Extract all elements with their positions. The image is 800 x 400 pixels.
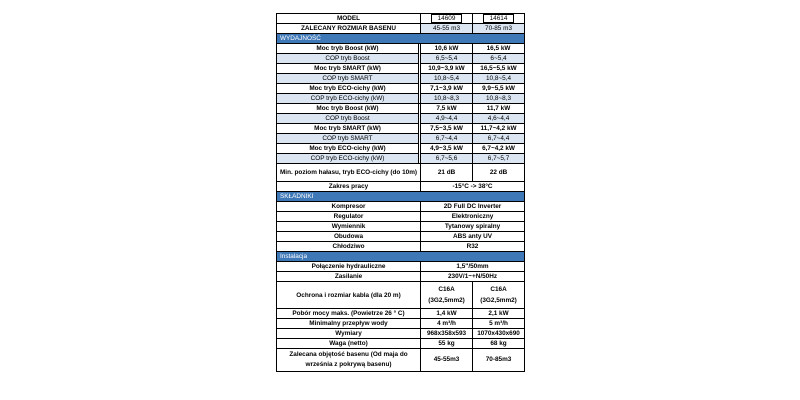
hydraulic-row [277,262,525,272]
performance-row [277,64,525,74]
noise-value: 21 dB [421,164,473,182]
performance-row [277,124,525,134]
noise-label: Min. poziom hałasu, tryb ECO-cichy (do 10m) [277,164,421,182]
performance-value: 11,7 kW [473,104,525,114]
performance-value: 4,6~4,4 [473,114,525,124]
performance-value: 6,7~4,4 [421,134,473,144]
model-number: 14614 [483,14,515,23]
pool-size-label: ZALECANY ROZMIAR BASENU [277,24,421,34]
performance-row [277,54,525,64]
cable-value: C16A (3G2,5mm2) [473,282,525,309]
performance-label: Moc tryb SMART (kW) [277,64,419,74]
performance-value: 6,7~4,4 [473,134,525,144]
performance-row [277,94,525,104]
component-value: R32 [421,242,525,252]
performance-row [277,134,525,144]
dimensions-value: 1070x430x690 [473,329,525,339]
component-row [277,232,525,242]
component-row [277,202,525,212]
component-row [277,242,525,252]
power-supply-value: 230V/1~+N/50Hz [421,272,525,282]
dimensions-label: Wymiary [277,329,421,339]
pool-size-row [277,24,525,34]
performance-value: 6,7~5,7 [473,154,525,164]
operating-range-row [277,182,525,192]
pool-volume-value: 70-85m3 [473,349,525,372]
max-consumption-value: 1,4 kW [421,309,473,319]
weight-label: Waga (netto) [277,339,421,349]
performance-row [277,104,525,114]
performance-label: Moc tryb ECO-cichy (kW) [277,144,419,154]
weight-row [277,339,525,349]
max-consumption-value: 2,1 kW [473,309,525,319]
operating-range-value: -15°C -> 38°C [421,182,525,192]
model-row [277,14,525,24]
dimensions-value: 968x358x593 [421,329,473,339]
power-supply-label: Zasilanie [277,272,421,282]
model-number-cell [473,14,525,24]
performance-value: 6,5~5,4 [421,54,473,64]
performance-value: 10,8~8,3 [421,94,473,104]
performance-label: COP tryb ECO-cichy (kW) [277,154,419,164]
performance-value: 16,5 kW [473,44,525,54]
weight-value: 55 kg [421,339,473,349]
performance-label: Moc tryb Boost (kW) [277,44,419,54]
component-value: 2D Full DC Inverter [421,202,525,212]
performance-value: 10,8~8,3 [473,94,525,104]
component-value: ABS anty UV [421,232,525,242]
performance-value: 7,1~3,9 kW [421,84,473,94]
performance-row [277,114,525,124]
performance-value: 6,7~5,6 [421,154,473,164]
performance-value: 7,5~3,5 kW [421,124,473,134]
performance-value: 10,6 kW [421,44,473,54]
dimensions-row [277,329,525,339]
performance-value: 10,8~5,4 [473,74,525,84]
performance-row [277,84,525,94]
performance-label: Moc tryb ECO-cichy (kW) [277,84,419,94]
performance-label: COP tryb Boost [277,54,419,64]
hydraulic-value: 1,5"/50mm [421,262,525,272]
performance-row [277,144,525,154]
performance-value: 10,9~3,9 kW [421,64,473,74]
performance-row [277,154,525,164]
performance-value: 16,5~5,5 kW [473,64,525,74]
pool-volume-value: 45-55m3 [421,349,473,372]
min-flow-value: 5 m³/h [473,319,525,329]
section-title: Instalacja [277,252,525,262]
power-supply-row [277,272,525,282]
model-number-cell [421,14,473,24]
noise-value: 22 dB [473,164,525,182]
performance-label: COP tryb SMART [277,134,419,144]
section-header-performance [277,34,525,44]
operating-range-label: Zakres pracy [277,182,421,192]
pool-size-value: 45-55 m3 [421,24,473,34]
performance-value: 9,9~5,5 kW [473,84,525,94]
cable-value: C16A (3G2,5mm2) [421,282,473,309]
section-title: SKŁADNIKI [277,192,525,202]
performance-label: COP tryb SMART [277,74,419,84]
cable-row [277,282,525,309]
min-flow-row [277,319,525,329]
performance-value: 4,9~3,5 kW [421,144,473,154]
component-value: Tytanowy spiralny [421,222,525,232]
performance-value: 10,8~5,4 [421,74,473,84]
component-label: Chłodziwo [277,242,421,252]
min-flow-label: Minimalny przepływ wody [277,319,421,329]
performance-value: 7,5 kW [421,104,473,114]
component-value: Elektroniczny [421,212,525,222]
performance-label: Moc tryb Boost (kW) [277,104,419,114]
hydraulic-label: Połączenie hydrauliczne [277,262,421,272]
performance-value: 6~5,4 [473,54,525,64]
max-consumption-label: Pobór mocy maks. (Powietrze 26 ° C) [277,309,421,319]
model-number: 14609 [431,14,463,23]
performance-value: 6,7~4,2 kW [473,144,525,154]
component-row [277,212,525,222]
component-label: Kompresor [277,202,421,212]
pool-volume-label: Zalecana objętość basenu (Od maja do września z pokrywą basenu) [277,349,421,372]
spec-table [276,13,525,372]
component-row [277,222,525,232]
section-title: WYDAJNOŚĆ [277,34,525,44]
performance-label: Moc tryb SMART (kW) [277,124,419,134]
component-label: Regulator [277,212,421,222]
model-label: MODEL [277,14,421,24]
pool-size-value: 70-85 m3 [473,24,525,34]
performance-value: 11,7~4,2 kW [473,124,525,134]
section-header-components [277,192,525,202]
min-flow-value: 4 m³/h [421,319,473,329]
performance-label: COP tryb Boost [277,114,419,124]
performance-row [277,44,525,54]
performance-label: COP tryb ECO-cichy (kW) [277,94,419,104]
section-header-installation [277,252,525,262]
component-label: Wymiennik [277,222,421,232]
noise-row [277,164,525,182]
max-consumption-row [277,309,525,319]
performance-row [277,74,525,84]
cable-label: Ochrona i rozmiar kabla (dla 20 m) [277,282,421,309]
pool-volume-row [277,349,525,372]
performance-value: 4,9~4,4 [421,114,473,124]
weight-value: 68 kg [473,339,525,349]
component-label: Obudowa [277,232,421,242]
